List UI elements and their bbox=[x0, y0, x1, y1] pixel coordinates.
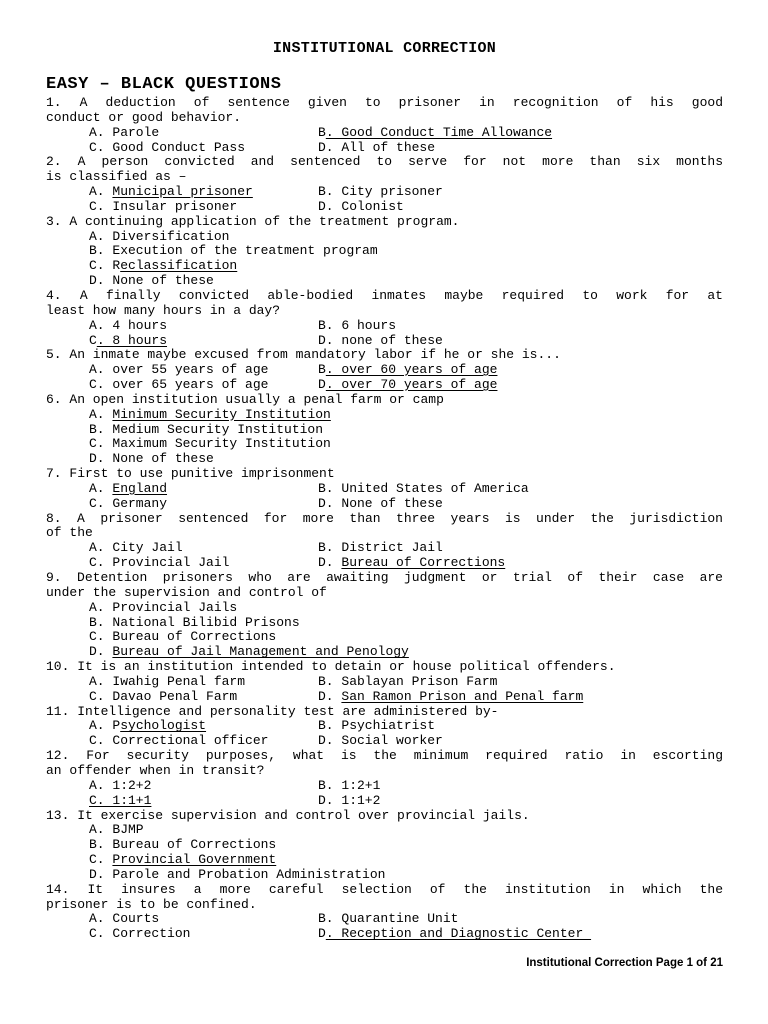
option-d: D. Bureau of Jail Management and Penology bbox=[89, 644, 409, 660]
question-5 bbox=[46, 348, 723, 393]
question-text: is classified as – bbox=[46, 169, 187, 185]
option-d: D. over 70 years of age bbox=[318, 377, 498, 393]
question-text: 9. Detention prisoners who are awaiting judgment or trial of their case are bbox=[46, 570, 723, 585]
option-c: C. Germany bbox=[89, 495, 168, 511]
question-2 bbox=[46, 155, 723, 214]
question-9 bbox=[46, 571, 723, 660]
question-text: 8. A prisoner sentenced for more than three years is under the jurisdiction bbox=[46, 510, 723, 526]
answer-underline: England bbox=[112, 480, 168, 496]
question-text: 10. It is an institution intended to detain or house political offenders. bbox=[46, 659, 616, 675]
question-14 bbox=[46, 883, 723, 942]
document-page bbox=[46, 38, 723, 942]
answer-underline: C. 1:1+1 bbox=[89, 792, 152, 808]
option-d: D. Social worker bbox=[318, 733, 443, 749]
question-text: of the bbox=[46, 525, 93, 541]
question-6 bbox=[46, 393, 723, 467]
option-d: D. None of these bbox=[89, 273, 214, 289]
question-text: 3. A continuing application of the treatment program. bbox=[46, 213, 460, 229]
question-10 bbox=[46, 660, 723, 705]
option-c: C. over 65 years of age bbox=[89, 377, 269, 393]
answer-underline: . Good Conduct Time Allowance bbox=[325, 124, 553, 140]
option-b: B. National Bilibid Prisons bbox=[89, 614, 300, 630]
option-d: D. San Ramon Prison and Penal farm bbox=[318, 688, 584, 704]
question-text: 12. For security purposes, what is the minimum required ratio in escorting bbox=[46, 748, 723, 764]
option-a: A. Parole bbox=[89, 124, 160, 140]
option-c: C. Correction bbox=[89, 926, 191, 942]
option-a: A. 4 hours bbox=[89, 317, 168, 333]
option-d: D. Reception and Diagnostic Center bbox=[318, 926, 592, 942]
question-text: conduct or good behavior. bbox=[46, 109, 242, 125]
answer-underline: Bureau of Jail Management and Penology bbox=[112, 644, 409, 660]
answer-underline: San Ramon Prison and Penal farm bbox=[341, 688, 584, 704]
question-text: 11. Intelligence and personality test are administered by- bbox=[46, 703, 499, 719]
answer-underline: . Reception and Diagnostic Center bbox=[325, 926, 592, 942]
option-b: B. Sablayan Prison Farm bbox=[318, 673, 498, 689]
answer-underline: Bureau of Corrections bbox=[341, 555, 506, 571]
question-text: 14. It insures a more careful selection of the institution in which the bbox=[46, 881, 723, 897]
question-text: 6. An open institution usually a penal farm or camp bbox=[46, 391, 444, 407]
option-c: C. Insular prisoner bbox=[89, 198, 238, 214]
option-d: D. None of these bbox=[318, 495, 443, 511]
option-a: A. 1:2+2 bbox=[89, 777, 152, 793]
question-text: prisoner is to be confined. bbox=[46, 896, 257, 912]
option-c: C. Provincial Jail bbox=[89, 555, 230, 571]
option-b: B. Bureau of Corrections bbox=[89, 837, 277, 853]
answer-underline: Minimum Security Institution bbox=[112, 406, 331, 422]
option-c: C. 8 hours bbox=[89, 332, 168, 348]
answer-underline: . over 70 years of age bbox=[325, 377, 498, 393]
question-text: 1. A deduction of sentence given to prisoner in recognition of his good bbox=[46, 95, 723, 110]
page-footer: Institutional Correction Page 1 of 21 bbox=[526, 957, 723, 969]
question-text: under the supervision and control of bbox=[46, 584, 327, 600]
question-text: 5. An inmate maybe excused from mandatory labor if he or she is... bbox=[46, 347, 561, 363]
answer-underline: Municipal prisoner bbox=[112, 184, 253, 200]
option-a: A. Courts bbox=[89, 911, 160, 927]
question-13 bbox=[46, 809, 723, 883]
option-b: B. Execution of the treatment program bbox=[89, 243, 378, 259]
option-c: C. Maximum Security Institution bbox=[89, 436, 331, 452]
option-b: B. 6 hours bbox=[318, 317, 397, 333]
document-title: INSTITUTIONAL CORRECTION bbox=[272, 40, 497, 57]
option-c: C. Good Conduct Pass bbox=[89, 139, 246, 155]
question-text: 4. A finally convicted able-bodied inmates maybe required to work for at bbox=[46, 287, 723, 303]
option-a: A. Provincial Jails bbox=[89, 599, 238, 615]
question-12 bbox=[46, 749, 723, 808]
answer-underline: sychologist bbox=[120, 718, 207, 734]
answer-underline: . 8 hours bbox=[96, 332, 168, 348]
option-d: D. 1:1+2 bbox=[318, 792, 381, 808]
option-d: D. Parole and Probation Administration bbox=[89, 866, 386, 882]
option-a: A. BJMP bbox=[89, 822, 144, 838]
question-7 bbox=[46, 467, 723, 512]
option-b: B. over 60 years of age bbox=[318, 362, 498, 378]
option-a: A. Diversification bbox=[89, 228, 230, 244]
option-c bbox=[46, 794, 318, 809]
option-d: D. None of these bbox=[89, 451, 214, 467]
option-b: B. Quarantine Unit bbox=[318, 911, 459, 927]
option-d: D. none of these bbox=[318, 332, 443, 348]
option-a: A. City Jail bbox=[89, 540, 183, 556]
question-4 bbox=[46, 289, 723, 348]
option-b: B. Psychiatrist bbox=[318, 718, 436, 734]
question-8 bbox=[46, 512, 723, 571]
option-c: C. Reclassification bbox=[89, 258, 238, 274]
option-a: A. Municipal prisoner bbox=[89, 184, 253, 200]
option-b: B. United States of America bbox=[318, 480, 529, 496]
answer-underline: . over 60 years of age bbox=[325, 362, 498, 378]
question-3 bbox=[46, 215, 723, 289]
question-11 bbox=[46, 705, 723, 750]
option-b: B. City prisoner bbox=[318, 184, 443, 200]
option-c: C. Bureau of Corrections bbox=[89, 629, 277, 645]
option-b: B. Good Conduct Time Allowance bbox=[318, 124, 553, 140]
question-text: an offender when in transit? bbox=[46, 762, 265, 778]
option-a: A. England bbox=[89, 480, 168, 496]
section-heading: EASY – BLACK QUESTIONS bbox=[46, 75, 282, 94]
answer-underline: eclassification bbox=[120, 258, 238, 274]
option-a: A. over 55 years of age bbox=[89, 362, 269, 378]
option-c: C. Provincial Government bbox=[89, 852, 277, 868]
question-text: 2. A person convicted and sentenced to serve for not more than six months bbox=[46, 154, 723, 170]
option-d: D. Bureau of Corrections bbox=[318, 555, 506, 571]
option-d: D. All of these bbox=[318, 139, 436, 155]
option-a: A. Iwahig Penal farm bbox=[89, 673, 246, 689]
option-b: B. Medium Security Institution bbox=[89, 421, 324, 437]
option-a: A. Minimum Security Institution bbox=[89, 406, 331, 422]
question-text: 13. It exercise supervision and control over provincial jails. bbox=[46, 807, 530, 823]
option-b: B. District Jail bbox=[318, 540, 443, 556]
option-c: C. Davao Penal Farm bbox=[89, 688, 238, 704]
option-d: D. Colonist bbox=[318, 198, 404, 214]
option-b: B. 1:2+1 bbox=[318, 777, 381, 793]
question-1 bbox=[46, 96, 723, 155]
question-text: 7. First to use punitive imprisonment bbox=[46, 466, 335, 482]
question-text: least how many hours in a day? bbox=[46, 302, 281, 318]
option-c: C. Correctional officer bbox=[89, 733, 269, 749]
option-a: A. Psychologist bbox=[89, 718, 207, 734]
answer-underline: Provincial Government bbox=[112, 852, 277, 868]
